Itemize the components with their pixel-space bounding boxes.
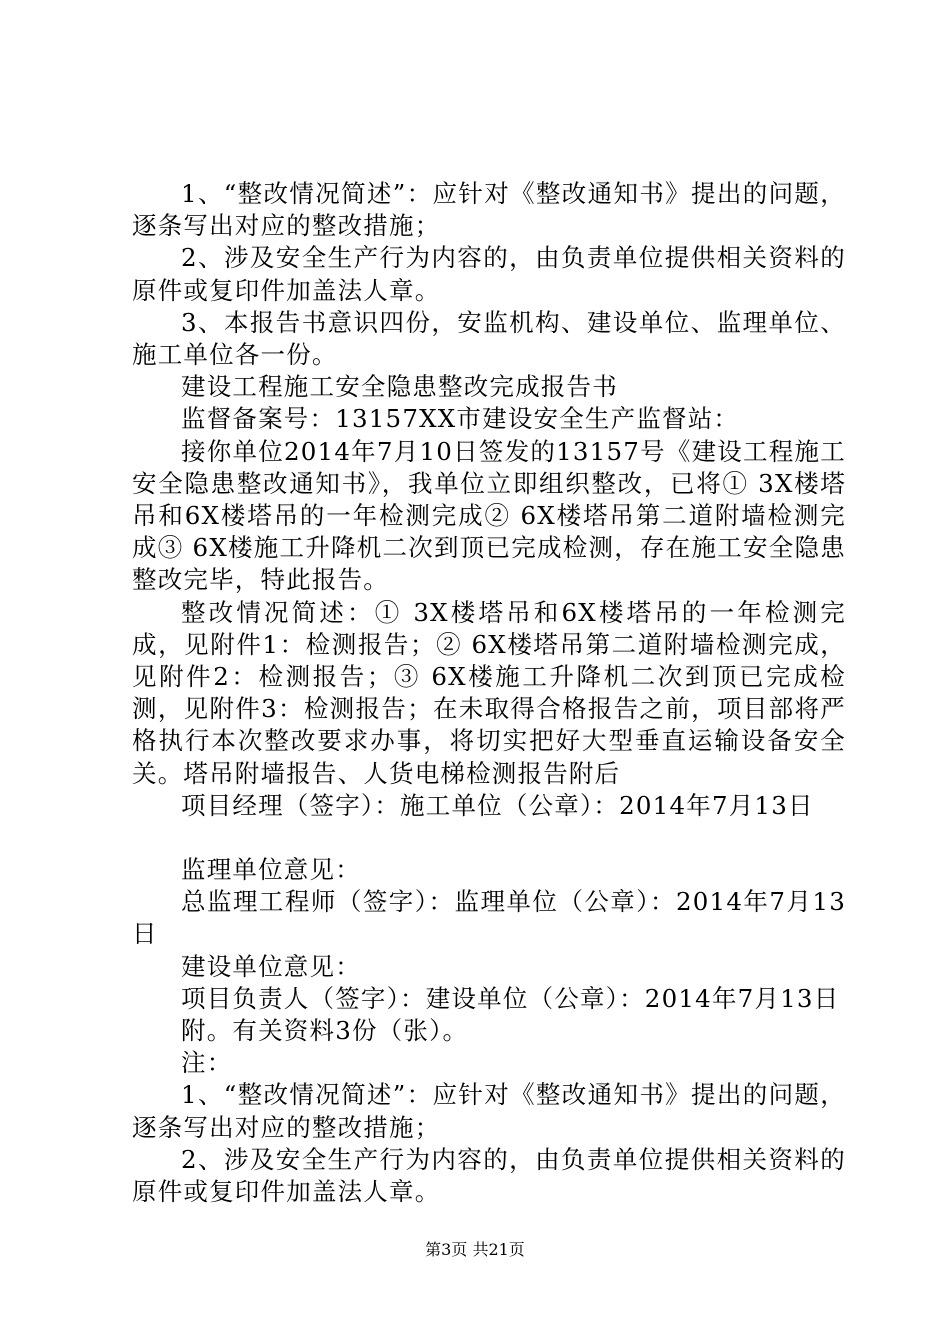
notes-heading: 注： (181, 1048, 233, 1078)
report-body: 接你单位2014年7月10日签发的13157号《建设工程施工安全隐患整改通知书》，我单位立即组织整改，已将① 3X楼塔吊和6X楼塔吊的一年检测完成② 6X楼塔吊第二道附墙检测完成③ 6X楼施工升降机二次到顶已完成检测，存在施工安全隐患整改完毕，特此报告。 (132, 436, 846, 595)
document-body (132, 178, 846, 1208)
note-item-1: 1、“整改情况简述”：应针对《整改通知书》提出的问题，逐条写出对应的整改措施； (132, 179, 846, 241)
record-number-line: 监督备案号：13157XX市建设安全生产监督站： (181, 404, 740, 434)
attachment-note: 附。有关资料3份（张）。 (181, 1016, 469, 1046)
page-number-footer: 第3页 共21页 (425, 1240, 525, 1259)
note-item-3: 3、本报告书意识四份，安监机构、建设单位、监理单位、施工单位各一份。 (132, 307, 846, 370)
note-item-1-repeat: 1、“整改情况简述”：应针对《整改通知书》提出的问题，逐条写出对应的整改措施； (132, 1080, 846, 1142)
chief-supervisor-signature-line: 总监理工程师（签字）：监理单位（公章）：2014年7月13日 (132, 887, 846, 949)
project-leader-signature-line: 项目负责人（签字）：建设单位（公章）：2014年7月13日 (181, 983, 840, 1013)
project-manager-signature-line: 项目经理（签字）：施工单位（公章）：2014年7月13日 (181, 790, 814, 820)
supervision-opinion-label: 监理单位意见： (181, 855, 361, 885)
note-item-2-repeat: 2、涉及安全生产行为内容的，由负责单位提供相关资料的原件或复印件加盖法人章。 (132, 1144, 846, 1207)
rectification-summary: 整改情况简述：① 3X楼塔吊和6X楼塔吊的一年检测完成，见附件1：检测报告；② 6X楼塔吊第二道附墙检测完成，见附件2：检测报告；③ 6X楼施工升降机二次到顶已完成检测，见附件3：检测报告；在未取得合格报告之前，项目部将严格执行本次整改要求办事，将切实把好大型垂直运输设备安全关。塔吊附墙报告、人货电梯检测报告附后 (132, 597, 846, 788)
note-item-2: 2、涉及安全生产行为内容的，由负责单位提供相关资料的原件或复印件加盖法人章。 (132, 243, 846, 305)
report-title: 建设工程施工安全隐患整改完成报告书 (181, 372, 618, 402)
construction-unit-opinion-label: 建设单位意见： (181, 951, 361, 981)
